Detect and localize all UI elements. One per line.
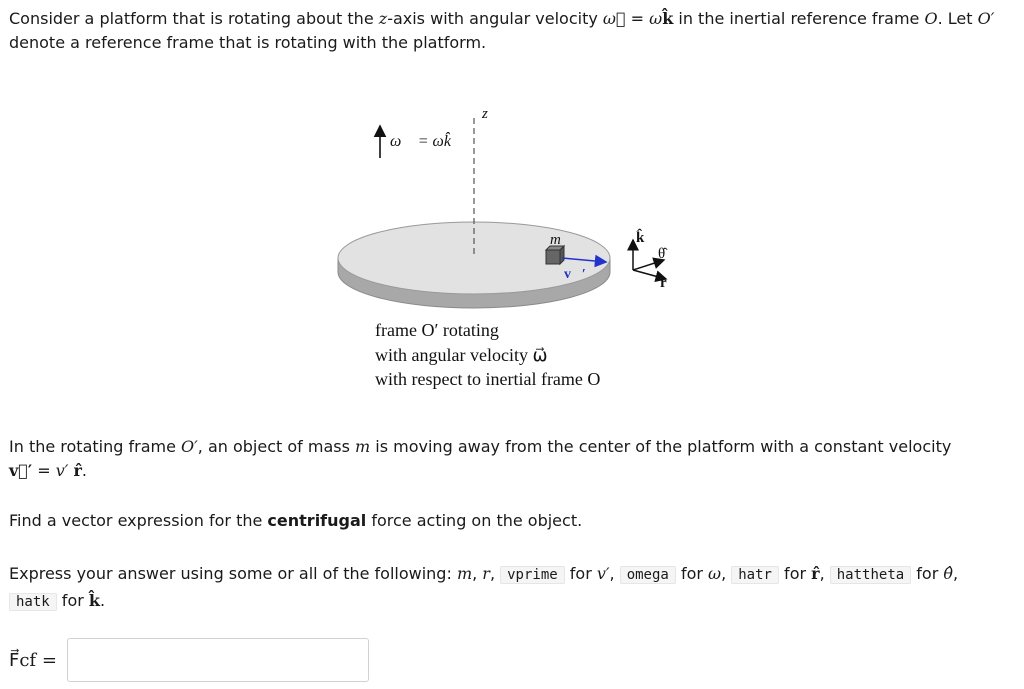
code-hattheta: hattheta (830, 566, 911, 584)
code-omega: omega (620, 566, 676, 584)
find-text: Find a vector expression for the centrifugal force acting on the object. (9, 511, 583, 530)
answer-label: F⃗cf = (9, 649, 57, 671)
caption-line-3: with respect to inertial frame O (375, 369, 601, 389)
code-hatr: hatr (731, 566, 779, 584)
code-hatk: hatk (9, 593, 57, 611)
mass-label: m (550, 232, 561, 248)
vprime-label: v⃗′ (564, 267, 586, 282)
rotating-platform-diagram (330, 100, 670, 400)
express-text: Express your answer using some or all of the following: m, r, vprime for v′, omega for ω, hatr for r̂, hattheta for θ̂, hatk for k̂. (9, 564, 959, 610)
answer-input[interactable] (67, 638, 369, 682)
code-vprime: vprime (500, 566, 565, 584)
thetahat-label: θ̂ (658, 246, 666, 262)
caption-line-2: with angular velocity ω⃗ (375, 345, 548, 365)
rotating-frame-text: In the rotating frame O′, an object of mass m is moving away from the center of the platform with a constant velocity v⃗′ = v′ r̂. (9, 437, 952, 480)
caption-line-1: frame O′ rotating (375, 320, 499, 340)
answer-row (9, 636, 369, 684)
omega-label: ω⃗ = ωk̂ (390, 133, 451, 150)
z-axis-label: z (482, 106, 488, 122)
mass-block (546, 250, 560, 264)
rhat-label: r̂ (660, 275, 667, 291)
khat-label: k̂ (636, 230, 645, 246)
intro-text: Consider a platform that is rotating about the z-axis with angular velocity ω⃗ = ωk̂ in the inertial reference frame O. Let O′ denote a reference frame that is rotating with the platform. (9, 9, 995, 52)
